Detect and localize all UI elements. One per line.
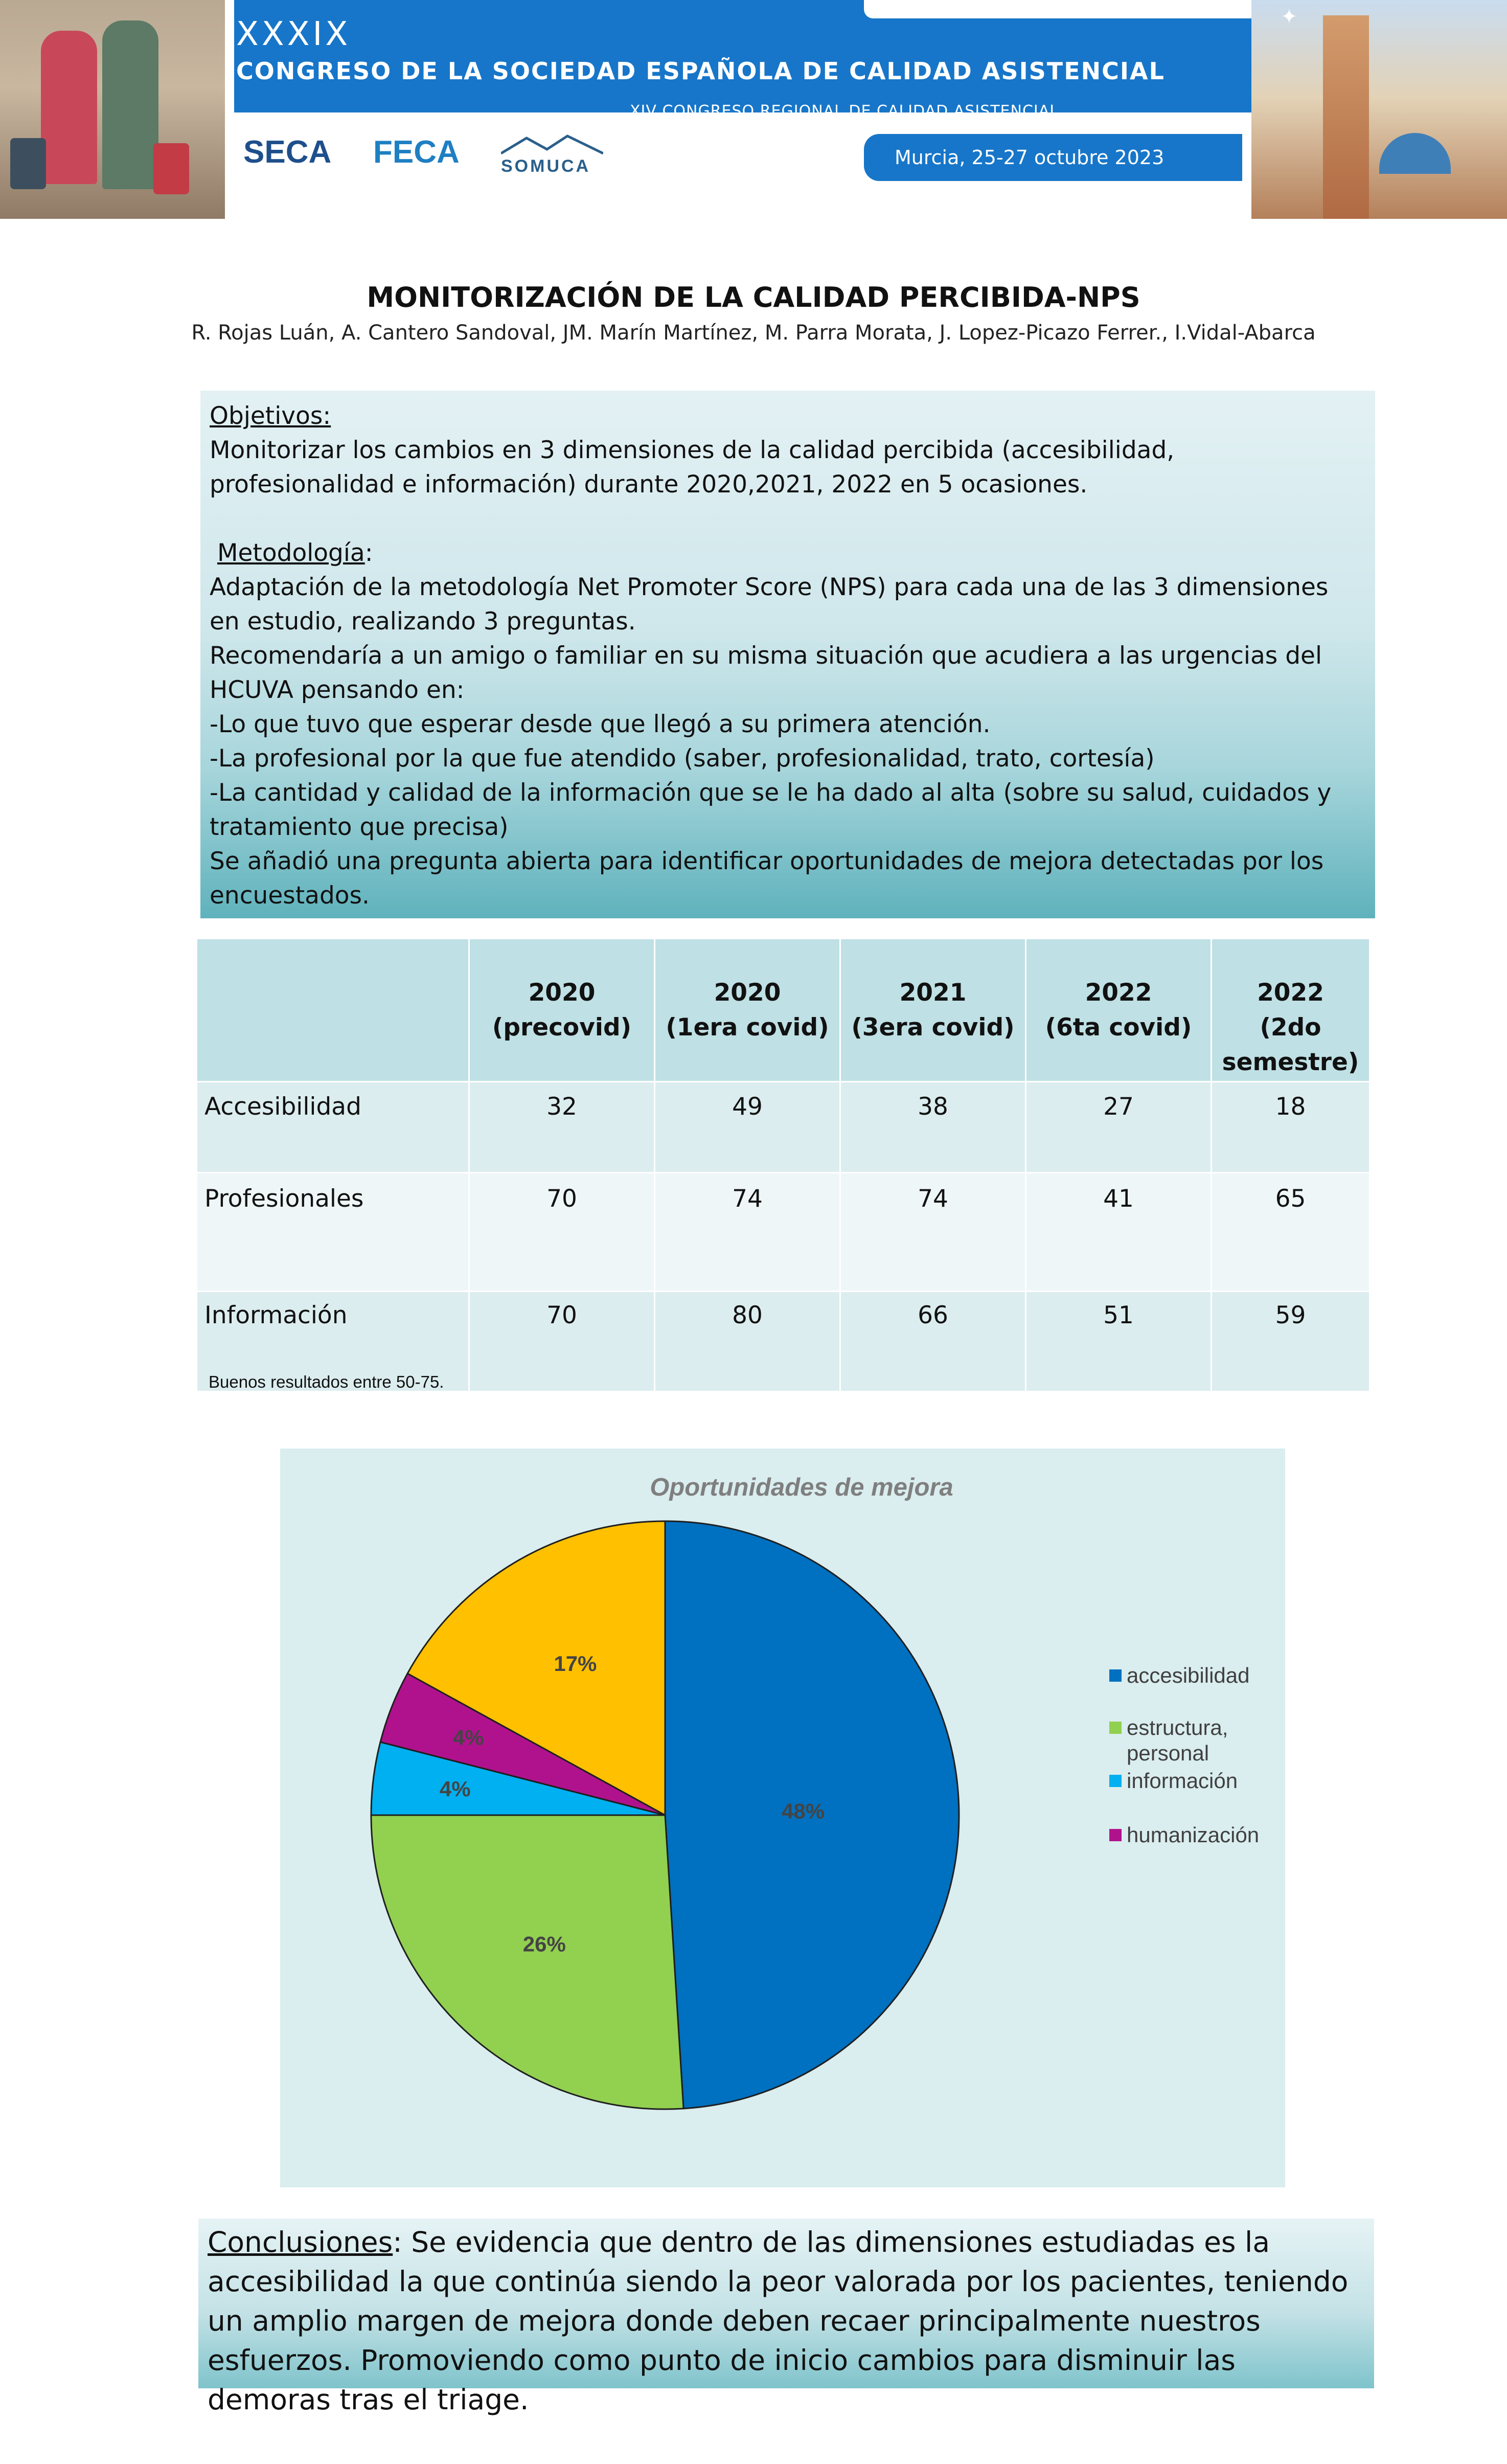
legend-item-estructura: personal — [1127, 1741, 1209, 1765]
pie-chart-svg — [280, 1449, 1285, 2187]
table-cell: 59 — [1212, 1292, 1370, 1392]
methodology-line: -La cantidad y calidad de la información que se le ha dado al alta (sobre su salud, cuidados y tratamiento que precisa) — [210, 779, 1332, 841]
table-column-header: 2020 (precovid) — [469, 939, 655, 1082]
table-cell: 27 — [1026, 1082, 1212, 1173]
somuca-logo: SOMUCA — [501, 156, 591, 176]
pie-label-otros: 17% — [554, 1652, 597, 1676]
traveler-figure — [102, 20, 158, 189]
table-cell: 41 — [1026, 1173, 1212, 1292]
conclusions-heading: Conclusiones — [208, 2226, 393, 2258]
congress-date: Murcia, 25-27 octubre 2023 — [895, 146, 1164, 169]
table-column-header: 2022 (6ta covid) — [1026, 939, 1212, 1082]
table-cell: 32 — [469, 1082, 655, 1173]
poster-authors: R. Rojas Luán, A. Cantero Sandoval, JM. Marín Martínez, M. Parra Morata, J. Lopez-Picazo Ferrer., I.Vidal-Abarca — [191, 321, 1316, 345]
table-row — [197, 1173, 1370, 1292]
traveler-figure — [41, 31, 97, 184]
suitcase-icon — [153, 143, 189, 194]
feca-logo: FECA — [373, 134, 460, 170]
pie-label-humanizacion: 4% — [452, 1725, 484, 1750]
legend-item-accesibilidad: accesibilidad — [1127, 1663, 1250, 1687]
table-cell: 18 — [1212, 1082, 1370, 1173]
table-column-header: 2020 (1era covid) — [655, 939, 840, 1082]
table-cell: 38 — [840, 1082, 1026, 1173]
pie-label-accesibilidad: 48% — [782, 1799, 825, 1823]
poster-title: MONITORIZACIÓN DE LA CALIDAD PERCIBIDA-NPS — [367, 281, 1140, 313]
methodology-heading: Metodología — [217, 539, 365, 567]
methodology-line: Adaptación de la metodología Net Promoter Score (NPS) para cada una de las 3 dimensiones en estudio, realizando 3 preguntas. — [210, 573, 1329, 636]
bird-icon: ✦ — [1281, 5, 1298, 29]
table-row-label: Información — [197, 1292, 469, 1392]
table-column-header: 2022 (2do semestre) — [1212, 939, 1370, 1082]
table-cell: 51 — [1026, 1292, 1212, 1392]
regional-congress-title: XIV CONGRESO REGIONAL DE CALIDAD ASISTENCIAL — [630, 102, 1059, 120]
table-cell: 74 — [840, 1173, 1026, 1292]
legend-item-estructura: estructura, — [1127, 1715, 1228, 1739]
table-column-header: 2021 (3era covid) — [840, 939, 1026, 1082]
methodology-line: Se añadió una pregunta abierta para identificar oportunidades de mejora detectadas por los encuestados. — [210, 847, 1324, 910]
improvement-pie-chart — [280, 1449, 1285, 2187]
chart-title: Oportunidades de mejora — [650, 1474, 953, 1501]
methodology-line: -La profesional por la que fue atendido (saber, profesionalidad, trato, cortesía) — [210, 744, 1155, 773]
dome-icon — [1379, 133, 1451, 174]
suitcase-icon — [10, 138, 46, 189]
table-row — [197, 1082, 1370, 1173]
table-cell: 80 — [655, 1292, 840, 1392]
banner-illustration-murcia — [1251, 0, 1507, 219]
objectives-text: Monitorizar los cambios en 3 dimensiones de la calidad percibida (accesibilidad, profesionalidad e información) durante 2020,2021, 2022 en 5 ocasiones. — [210, 436, 1175, 499]
banner-top-tab — [864, 0, 1263, 18]
seca-logo: SECA — [243, 134, 332, 170]
table-cell: 70 — [469, 1173, 655, 1292]
pie-label-informacion: 4% — [439, 1777, 471, 1801]
cathedral-tower-icon — [1323, 15, 1369, 219]
congress-banner — [0, 0, 1507, 219]
banner-illustration-travelers — [0, 0, 225, 219]
nps-results-table — [196, 938, 1371, 1392]
table-row-label: Accesibilidad — [197, 1082, 469, 1173]
table-note: Buenos resultados entre 50-75. — [209, 1372, 444, 1391]
congress-number: XXXIX — [236, 15, 351, 53]
legend-item-humanizacion: humanización — [1127, 1823, 1260, 1847]
pie-slice-estructura — [371, 1815, 683, 2109]
conclusions-box — [198, 2219, 1374, 2416]
table-cell: 65 — [1212, 1173, 1370, 1292]
table-cell: 74 — [655, 1173, 840, 1292]
objectives-methodology-box: Objetivos: Monitorizar los cambios en 3 dimensiones de la calidad percibida (accesibilidad, profesionalidad e información) durante 2020,2021, 2022 en 5 ocasiones. Metodología: Adaptación de la metodología Net Promoter Score (NPS) para cada una de las 3 dimensiones en estudio, realizando 3 preguntas. Recomendaría a un amigo o familiar en su misma situación que acudiera a las urgencias del HCUVA pensando en: -Lo que tuvo que esperar desde que llegó a su primera atención. -La profesional por la que fue atendido (saber, profesionalidad, trato, cortesía) -La cantidad y calidad de la información que se le ha dado al alta (sobre su salud, cuidados y tratamiento que precisa) Se añadió una pregunta abierta para identificar oportunidades de mejora detectadas por los encuestados. — [200, 391, 1375, 918]
table-cell: 66 — [840, 1292, 1026, 1392]
somuca-roof-icon — [501, 134, 603, 154]
methodology-line: Recomendaría a un amigo o familiar en su misma situación que acudiera a las urgencias del HCUVA pensando en: — [210, 642, 1322, 704]
legend-item-informacion: información — [1127, 1769, 1238, 1793]
congress-title: CONGRESO DE LA SOCIEDAD ESPAÑOLA DE CALIDAD ASISTENCIAL — [236, 57, 1165, 85]
conclusions-text: : Se evidencia que dentro de las dimensiones estudiadas es la accesibilidad la que continúa siendo la peor valorada por los pacientes, teniendo un amplio margen de mejora donde deben recaer principalmente nuestros esfuerzos. Promoviendo como punto de inicio cambios para disminuir las demoras tras el triage. — [208, 2226, 1349, 2416]
table-cell: 49 — [655, 1082, 840, 1173]
methodology-line: -Lo que tuvo que esperar desde que llegó a su primera atención. — [210, 710, 991, 738]
table-row-label: Profesionales — [197, 1173, 469, 1292]
legend-swatch — [1109, 1722, 1122, 1734]
table-corner-cell — [197, 939, 469, 1082]
objectives-heading: Objetivos: — [210, 402, 331, 430]
pie-label-estructura: 26% — [522, 1932, 566, 1956]
legend-swatch — [1109, 1775, 1122, 1787]
legend-swatch — [1109, 1669, 1122, 1682]
table-cell: 70 — [469, 1292, 655, 1392]
legend-swatch — [1109, 1829, 1122, 1841]
